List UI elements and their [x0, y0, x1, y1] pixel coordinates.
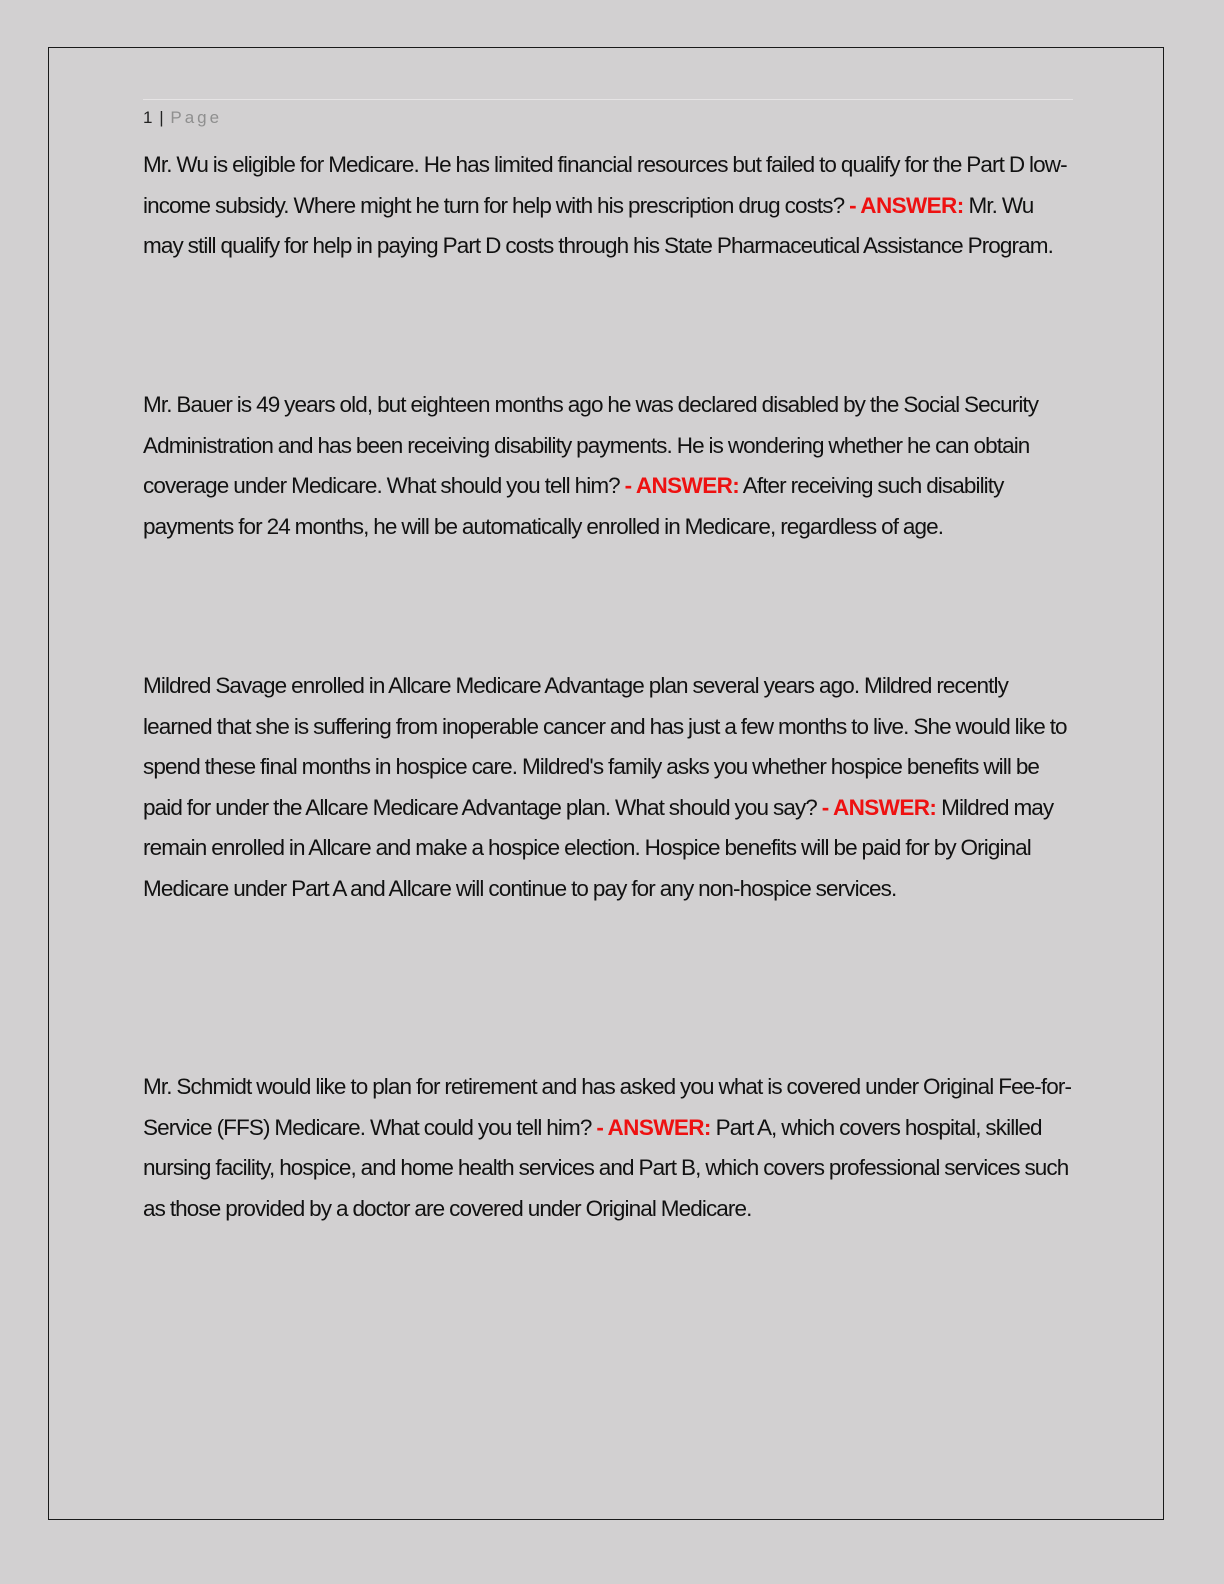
page-number: 1 [143, 108, 154, 127]
qa-item-savage [143, 666, 1073, 909]
qa-item-bauer [143, 385, 1073, 547]
page-header [143, 106, 222, 130]
header-divider [143, 99, 1073, 100]
answer-label: - ANSWER: [624, 473, 740, 498]
question-text: Mr. Wu is eligible for Medicare. He has limited financial resources but failed to qualify for the Part D low-income subsidy. Where might he turn for help with his prescription drug costs? [143, 152, 1067, 218]
answer-label: - ANSWER: [849, 192, 964, 218]
qa-item-schmidt [143, 1067, 1073, 1229]
answer-text: After receiving such disability payments for 24 months, he will be automatically enrolled in Medicare, regardless of age. [143, 473, 1004, 539]
answer-label: - ANSWER: [596, 1114, 711, 1140]
answer-text: Mildred may remain enrolled in Allcare and make a hospice election. Hospice benefits will be paid for by Original Medicare under Part A and Allcare will continue to pay for any non-hospice services. [143, 794, 1054, 901]
qa-item-wu [143, 145, 1073, 267]
answer-text: Mr. Wu may still qualify for help in paying Part D costs through his State Pharmaceutical Assistance Program. [143, 192, 1053, 258]
question-text: Mr. Bauer is 49 years old, but eighteen months ago he was declared disabled by the Social Security Administration and has been receiving disability payments. He is wondering whether he can obtain coverage under Medicare. What should you tell him? [143, 392, 1039, 498]
question-text: Mildred Savage enrolled in Allcare Medicare Advantage plan several years ago. Mildred recently learned that she is suffering from inoperable cancer and has just a few months to live. She would like to spend these final months in hospice care. Mildred's family asks you whether hospice benefits will be paid for under the Allcare Medicare Advantage plan. What should you say? [143, 673, 1067, 820]
answer-text: Part A, which covers hospital, skilled nursing facility, hospice, and home health services and Part B, which covers professional services such as those provided by a doctor are covered under Original Medicare. [143, 1114, 1069, 1221]
page-word: Page [170, 108, 223, 127]
answer-label: - ANSWER: [821, 794, 937, 820]
page-separator: | [159, 108, 165, 127]
question-text: Mr. Schmidt would like to plan for retirement and has asked you what is covered under Original Fee-for-Service (FFS) Medicare. What could you tell him? [143, 1074, 1072, 1140]
